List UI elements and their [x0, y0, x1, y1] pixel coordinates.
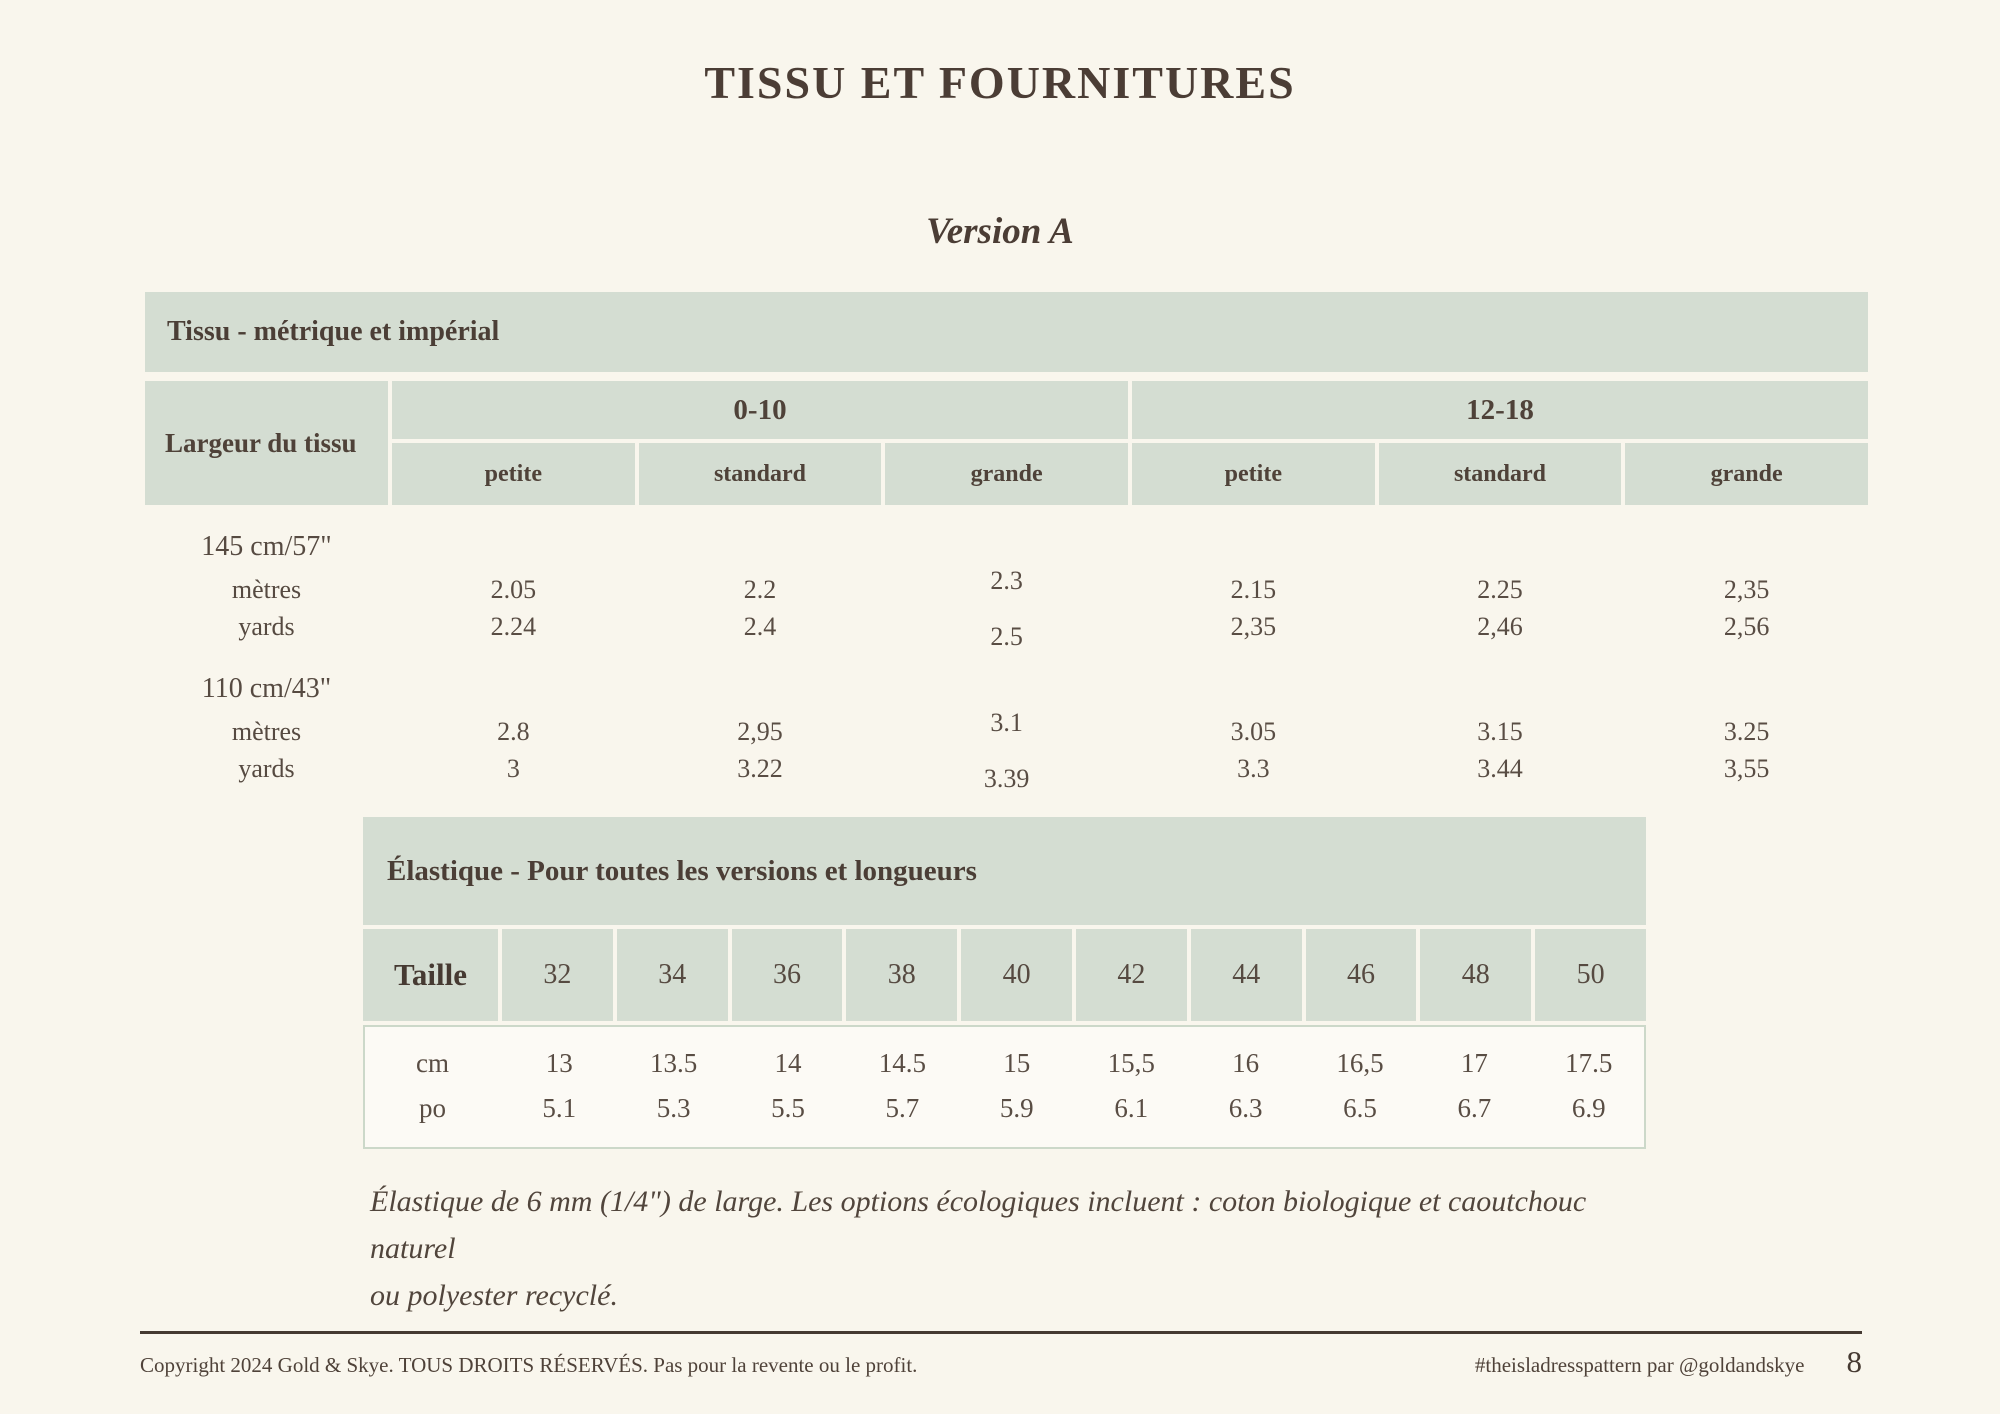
note-line: ou polyester recyclé. — [370, 1279, 618, 1312]
footer-copyright: Copyright 2024 Gold & Skye. TOUS DROITS RÉSERVÉS. Pas pour la revente ou le profit. — [140, 1353, 918, 1377]
fabric-value: 3.44 — [1477, 753, 1523, 783]
yards-row-label: yards — [238, 753, 295, 783]
elastic-value-po: 6.5 — [1343, 1093, 1377, 1123]
fabric-value: 3.05 — [1230, 716, 1277, 746]
fabric-value: 2,56 — [1723, 611, 1770, 641]
table-row — [145, 665, 1868, 713]
fabric-value: 2,35 — [1230, 611, 1277, 641]
fabric-row-header: Largeur du tissu — [145, 381, 388, 505]
table-row — [365, 1086, 1644, 1131]
fit-header-grande: grande — [885, 443, 1128, 505]
elastic-value-po: 6.9 — [1571, 1093, 1606, 1123]
size-label: 48 — [1420, 929, 1531, 1021]
fabric-value: 3.15 — [1477, 716, 1523, 746]
size-label: 36 — [732, 929, 843, 1021]
fabric-value: 2.4 — [743, 611, 777, 641]
elastic-value-cm: 15 — [1003, 1048, 1031, 1078]
size-label: 50 — [1535, 929, 1646, 1021]
elastic-value-cm: 15,5 — [1107, 1048, 1155, 1078]
table-row — [145, 565, 1868, 608]
fabric-value: 3.22 — [737, 753, 783, 783]
elastic-table-body — [363, 1025, 1646, 1149]
table-row — [365, 1041, 1644, 1086]
elastic-value-po: 6.7 — [1457, 1093, 1492, 1123]
size-group-0-10: 0-10 — [392, 381, 1128, 439]
table-row — [145, 608, 1868, 651]
elastic-value-cm: 13 — [545, 1048, 573, 1078]
elastic-value-po: 5.3 — [656, 1093, 691, 1123]
metres-row-label: mètres — [231, 574, 302, 604]
fabric-value: 2.24 — [490, 611, 537, 641]
fabric-value: 2.15 — [1230, 574, 1277, 604]
table-row — [145, 707, 1868, 750]
fabric-value: 2.5 — [990, 621, 1023, 651]
elastic-value-po: 5.7 — [885, 1093, 920, 1123]
fabric-value: 2.25 — [1477, 574, 1523, 604]
elastic-value-cm: 17.5 — [1565, 1048, 1613, 1078]
elastic-value-cm: 17 — [1460, 1048, 1488, 1078]
size-label: 38 — [846, 929, 957, 1021]
size-label: 40 — [961, 929, 1072, 1021]
yards-row-label: yards — [238, 611, 295, 641]
fabric-value: 3.1 — [990, 707, 1023, 737]
fabric-width-label: 110 cm/43" — [201, 673, 332, 704]
size-label: 42 — [1076, 929, 1187, 1021]
po-row-label: po — [419, 1093, 446, 1123]
elastic-value-cm: 13.5 — [649, 1048, 698, 1078]
elastic-note — [370, 1178, 1670, 1319]
fabric-value: 3.3 — [1237, 753, 1270, 783]
elastic-table-title: Élastique - Pour toutes les versions et longueurs — [363, 817, 1646, 925]
fit-header-standard: standard — [1379, 443, 1622, 505]
footer-page-number: 8 — [1846, 1344, 1862, 1379]
size-label: 44 — [1191, 929, 1302, 1021]
fabric-value: 2.05 — [490, 574, 537, 604]
fabric-value: 2,35 — [1723, 574, 1770, 604]
fabric-value: 3.25 — [1723, 716, 1770, 746]
table-row — [145, 750, 1868, 793]
fabric-value: 2.3 — [990, 565, 1023, 595]
fabric-value: 2.2 — [743, 574, 777, 604]
footer-divider — [140, 1331, 1862, 1334]
fabric-value: 3,55 — [1723, 753, 1770, 783]
fabric-value: 3 — [506, 753, 520, 783]
elastic-value-po: 6.3 — [1228, 1093, 1263, 1123]
size-label: 34 — [617, 929, 728, 1021]
fabric-table-header — [145, 381, 1868, 505]
size-label: 46 — [1306, 929, 1417, 1021]
table-row — [145, 523, 1868, 571]
fabric-value: 3.39 — [983, 763, 1030, 793]
fit-header-petite: petite — [1132, 443, 1375, 505]
elastic-value-cm: 14 — [774, 1048, 802, 1078]
fit-header-standard: standard — [639, 443, 882, 505]
elastic-value-po: 5.5 — [771, 1093, 805, 1123]
footer-hashtag: #theisladresspattern par @goldandskye — [1474, 1353, 1805, 1377]
elastic-value-cm: 16,5 — [1336, 1048, 1384, 1078]
fabric-table-title: Tissu - métrique et impérial — [145, 292, 1868, 372]
fabric-table-body — [145, 509, 1868, 793]
metres-row-label: mètres — [231, 716, 302, 746]
elastic-table-header — [363, 929, 1646, 1021]
elastic-value-po: 6.1 — [1114, 1093, 1149, 1123]
fabric-width-label: 145 cm/57" — [201, 531, 332, 562]
fabric-value: 2,95 — [737, 716, 783, 746]
size-group-12-18: 12-18 — [1132, 381, 1868, 439]
fit-header-petite: petite — [392, 443, 635, 505]
fit-header-grande: grande — [1625, 443, 1868, 505]
elastic-value-cm: 14.5 — [878, 1048, 927, 1078]
elastic-value-po: 5.9 — [999, 1093, 1034, 1123]
elastic-value-po: 5.1 — [542, 1093, 577, 1123]
cm-row-label: cm — [416, 1048, 449, 1078]
version-subtitle: Version A — [926, 211, 1074, 252]
elastic-value-cm: 16 — [1232, 1048, 1260, 1078]
fabric-value: 2.8 — [497, 716, 530, 746]
fabric-table — [145, 292, 1868, 793]
footer-right — [1475, 1344, 1862, 1380]
fabric-value: 2,46 — [1477, 611, 1523, 641]
page-title: TISSU ET FOURNITURES — [704, 57, 1296, 108]
size-label: 32 — [502, 929, 613, 1021]
elastic-table — [363, 817, 1646, 1149]
footer — [140, 1344, 1862, 1380]
size-column-header: Taille — [363, 929, 498, 1021]
note-line: Élastique de 6 mm (1/4") de large. Les options écologiques incluent : coton biologique et caoutchouc naturel — [370, 1185, 1587, 1265]
